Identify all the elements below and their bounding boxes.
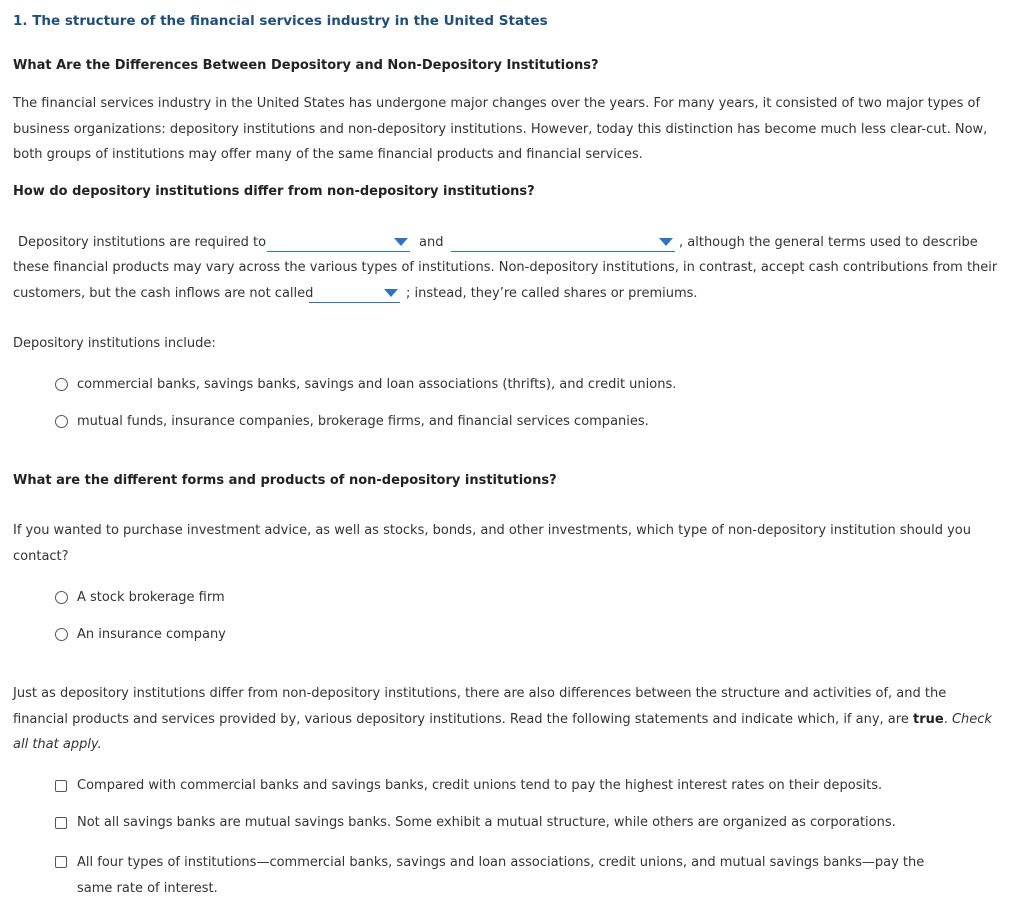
q1-text-a: Depository institutions are required to [18, 235, 267, 250]
q4-prompt-instruction: Check all that apply. [13, 711, 992, 752]
q1-dropdown-3[interactable] [309, 284, 400, 303]
q1-text-and: and [419, 235, 444, 250]
q2-option-2[interactable] [55, 414, 649, 429]
q4-option-2[interactable] [55, 815, 896, 830]
option-label: A stock brokerage firm [77, 590, 225, 605]
checkbox[interactable] [55, 780, 67, 792]
checkbox[interactable] [55, 856, 67, 868]
radio-button[interactable] [55, 415, 68, 428]
q2-option-1[interactable] [55, 377, 676, 392]
option-label: All four types of institutions—commercial banks, savings and loan associations, credit unions, and mutual savings banks—pay the same rate of interest. [77, 855, 925, 896]
q3-prompt: If you wanted to purchase investment advice, as well as stocks, bonds, and other investments, which type of non-depository institution should you contact? [13, 523, 971, 564]
option-label: Not all savings banks are mutual savings banks. Some exhibit a mutual structure, while others are organized as corporations. [77, 815, 896, 830]
option-label: An insurance company [77, 627, 226, 642]
option-label: mutual funds, insurance companies, brokerage firms, and financial services companies. [77, 414, 649, 429]
checkbox[interactable] [55, 817, 67, 829]
q3-option-2[interactable] [55, 627, 226, 642]
q1-text-e: ; instead, they’re called shares or premiums. [406, 286, 698, 301]
page-title: 1. The structure of the financial services industry in the United States [13, 13, 548, 29]
option-label: Compared with commercial banks and savings banks, credit unions tend to pay the highest interest rates on their deposits. [77, 778, 883, 793]
intro-paragraph: The financial services industry in the United States has undergone major changes over the years. For many years, it consisted of two major types of business organizations: depository institutions and non-depository institutions. However, today this distinction has become much less clear-cut. Now, both groups of institutions may offer many of the same financial products and financial services. [13, 96, 988, 162]
radio-button[interactable] [55, 628, 68, 641]
q3-option-1[interactable] [55, 590, 225, 605]
chevron-down-icon [384, 289, 398, 297]
q1-text-c: these financial products may vary across the various types of institutions. Non-depository institutions, in contrast, accept cash contributions from their [13, 260, 998, 275]
q4-prompt [13, 681, 998, 758]
q1-text-d: customers, but the cash inflows are not called [13, 286, 314, 301]
chevron-down-icon [394, 238, 408, 246]
q4-option-3[interactable] [55, 850, 957, 901]
q4-prompt-text: Just as depository institutions differ from non-depository institutions, there are also differences between the structure and activities of, and the financial products and services provided by, various depository institutions. Read the following statements and indicate which, if any, are [13, 686, 947, 727]
radio-button[interactable] [55, 378, 68, 391]
section-heading: What Are the Differences Between Depository and Non-Depository Institutions? [13, 58, 599, 73]
q1-dropdown-1[interactable] [267, 233, 410, 252]
q1-dropdown-2[interactable] [451, 233, 675, 252]
q1-text-b: , although the general terms used to describe [679, 235, 978, 250]
radio-button[interactable] [55, 591, 68, 604]
question3-heading: What are the different forms and products of non-depository institutions? [13, 473, 557, 488]
option-label: commercial banks, savings banks, savings and loan associations (thrifts), and credit unions. [77, 377, 677, 392]
q4-prompt-period: . [943, 711, 948, 727]
chevron-down-icon [659, 238, 673, 246]
q4-prompt-bold: true [912, 711, 944, 727]
q4-option-1[interactable] [55, 778, 882, 793]
q2-prompt: Depository institutions include: [13, 336, 216, 351]
question1-heading: How do depository institutions differ from non-depository institutions? [13, 184, 535, 199]
